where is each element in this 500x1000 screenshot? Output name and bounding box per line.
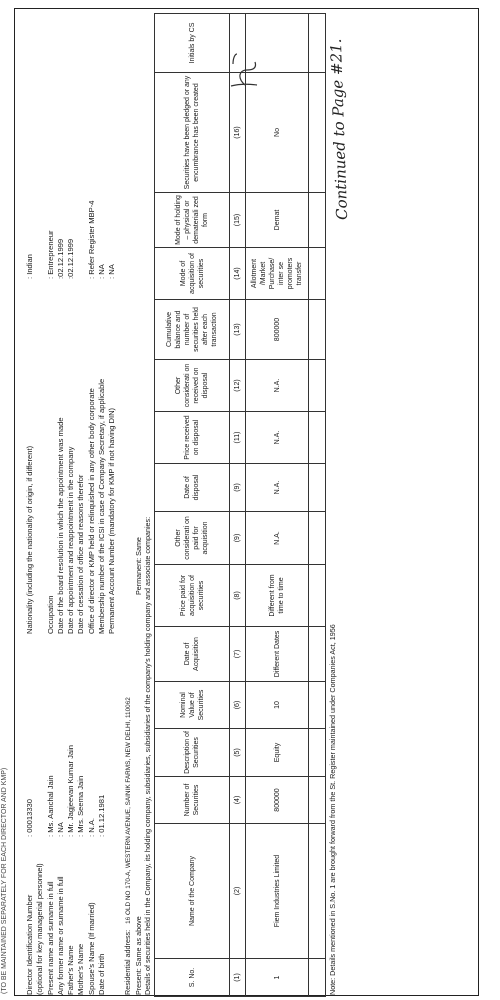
info-row [56,745,66,995]
info-label [35,279,45,634]
table-cell: 800000 [246,777,309,824]
info-label: Director Identification Number [25,894,34,995]
table-cell [309,729,326,777]
column-number: (13) [230,300,246,360]
table-header-cell: Cumulative balance and number of securities held after each transaction [155,300,230,360]
table-cell [309,959,326,997]
info-row [35,745,45,995]
info-row [25,745,35,995]
table-header-cell: Initials by CS [155,14,230,73]
info-row [35,201,45,635]
column-number: (12) [230,360,246,412]
table-cell: N.A. [246,412,309,464]
table-blank-row [309,14,326,997]
table-cell [309,512,326,565]
residential-label: Residential address: [123,929,132,995]
residential-value: 16 OLD NO 170-A, WESTERN AVENUE, SAINIK FARMS, NEW DELHI, 110062 [125,697,132,924]
table-header-row [155,14,230,997]
info-label: (optional for key managerial personnel) [35,863,45,995]
table-cell: No [246,73,309,193]
table-cell [309,248,326,300]
info-value: : Mrs. Seema Jain [76,775,86,837]
table-header-cell: Other considerati on received on disposal [155,360,230,412]
info-value: : 00013330 [25,798,34,837]
table-cell: N.A. [246,512,309,565]
table-header-cell: Date of Acquisition [155,627,230,682]
table-header-cell: Description of Securities [155,729,230,777]
table-header-cell: Price paid for acquisition of securities [155,565,230,627]
director-info-right [25,201,118,635]
table-cell: Different from time to time [246,565,309,627]
column-number: (14) [230,248,246,300]
residential-address [123,697,132,995]
column-number: (8) [230,565,246,627]
securities-table [154,13,326,997]
table-cell [309,14,326,73]
info-row [46,201,56,635]
info-row [97,201,107,635]
director-info-left [25,745,107,995]
column-number: (1) [230,959,246,997]
info-label: Membership number of the ICSI in case of Company Secretary, if applicable [97,378,107,634]
info-row [56,201,66,635]
info-value: : Refer Register MBP-4 [86,200,96,279]
info-value: : NA [55,822,65,837]
info-value: :02.12.1999 [55,238,65,279]
table-cell [309,565,326,627]
table-cell: 1 [246,959,309,997]
column-number: (11) [230,412,246,464]
info-label: Father's Name [66,945,76,995]
table-cell [309,360,326,412]
info-row [76,201,86,635]
info-row [87,745,97,995]
info-row [46,745,56,995]
info-value: : NA [107,264,117,279]
info-row [107,201,117,635]
column-number: (5) [230,729,246,777]
table-cell: N.A. [246,464,309,512]
cs-initials-signature [227,50,261,92]
permanent-address: Permanent: Same [134,537,143,595]
footnote: Note: Details mentioned in S.No. 1 are brought forward from the St. Register maintained under Companies Act, 1956 [328,624,337,995]
info-value: : N.A. [86,818,96,837]
register-heading: (TO BE MAINTAINED SEPARATELY FOR EACH DIRECTOR AND KMP) [1,767,8,994]
table-cell: 800000 [246,300,309,360]
info-value: : Ms. Aanchal Jain [45,775,55,837]
column-number: (15) [230,193,246,248]
info-row [25,201,35,635]
column-number: (16) [230,73,246,193]
info-row [87,201,97,635]
info-value: : Mr. Jagjeevan Kumar Jain [66,744,76,837]
table-number-row [230,14,246,997]
info-label: Spouse's Name (If married) [86,902,96,995]
column-number: (6) [230,682,246,729]
info-label: Date of appointment and reappointment in the company [66,446,76,634]
table-header-cell: Nominal Value of Securities [155,682,230,729]
info-value: :02.12.1999 [66,238,76,279]
info-label: Any former name or surname in full [55,876,65,995]
info-row [76,745,86,995]
info-label: Date of birth [97,953,107,995]
info-row [66,745,76,995]
table-cell: Allotment /Market Purchase/ inter se promoters transfer [246,248,309,300]
table-header-cell: Securities have been pledged or any encumbrance has been created [155,73,230,193]
table-cell: 10 [246,682,309,729]
table-cell [309,464,326,512]
table-cell: N.A. [246,360,309,412]
table-cell [309,824,326,959]
securities-details-caption: Details of securities held in the Company, its holding company, subsidiaries, subsidiaries of the company's holding company and associate companies: [143,516,152,995]
table-cell [309,73,326,193]
column-number: (9) [230,512,246,565]
table-cell [309,627,326,682]
info-label: Permanent Account Number (mandatory for KMP if not having DIN) [107,407,117,634]
table-cell [309,193,326,248]
column-number: (7) [230,627,246,682]
info-value: : 01.12.1981 [97,794,107,837]
info-row [66,201,76,635]
table-row [246,14,309,997]
info-label: Nationality (including the nationality of origin, if different) [25,445,34,634]
table-cell [309,300,326,360]
table-cell: Fiem Industries Limited [246,824,309,959]
table-cell: Demat [246,193,309,248]
info-label: Date of cessation of office and reasons therefor [76,474,86,634]
info-value: : Indian [25,254,34,279]
table-header-cell: Mode of holding – physical or demateriali zed form [155,193,230,248]
info-value: : Entrepreneur [45,230,55,279]
info-label: Office of director or KMP held or relinquished in any other body corporate [86,388,96,634]
table-cell [309,412,326,464]
info-value: : NA [97,264,107,279]
column-number: (2) [230,824,246,959]
present-address: Present: Same as above [134,916,143,995]
info-label: Present name and surname in full [45,881,55,995]
table-header-cell: Date of disposal [155,464,230,512]
column-number: (4) [230,777,246,824]
table-cell [309,682,326,729]
table-header-cell: Number of Securities [155,777,230,824]
table-header-cell: S. No. [155,959,230,997]
info-label: Occupation [45,595,55,634]
table-cell [309,777,326,824]
info-row [97,745,107,995]
info-label: Date of the board resolution in which the appointment was made [55,417,65,634]
column-number: (9) [230,464,246,512]
table-cell: Equity [246,729,309,777]
table-header-cell: Price received on disposal [155,412,230,464]
info-label: Mother's Name [76,943,86,995]
table-header-cell: Mode of acquisition of securities [155,248,230,300]
continued-note: Continued to Page #21. [326,38,352,221]
table-header-cell: Name of the Company [155,824,230,959]
table-cell: Different Dates [246,627,309,682]
table-header-cell: Other considerati on paid for acquisition [155,512,230,565]
